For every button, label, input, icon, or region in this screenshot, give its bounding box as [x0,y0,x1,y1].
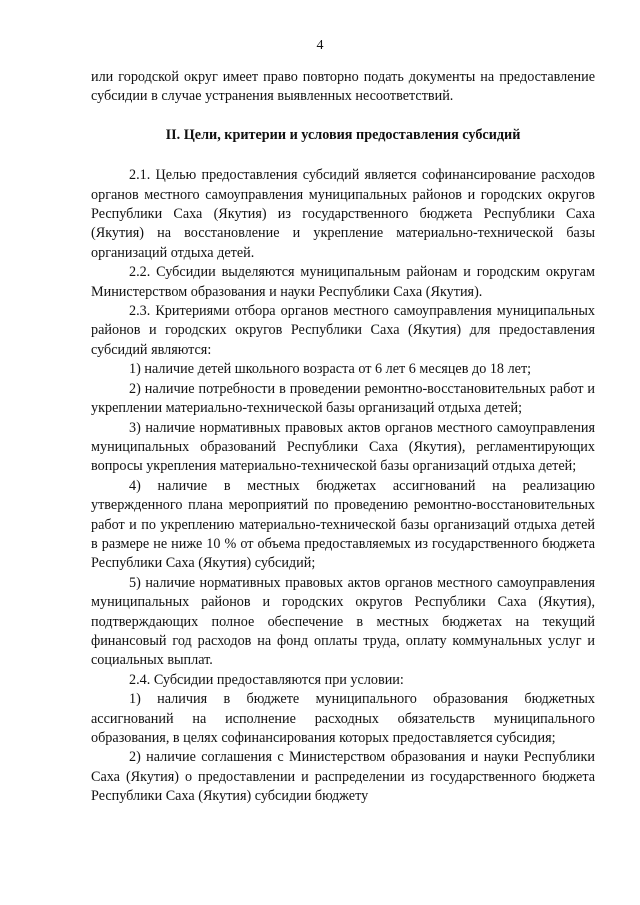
criterion-2: 2) наличие потребности в проведении ремонтно-восстановительных работ и укреплении материально-технической базы организаций отдыха детей; [91,380,595,417]
criterion-4: 4) наличие в местных бюджетах ассигнований на реализацию утвержденного плана мероприятий по проведению ремонтно-восстановительных работ и по укреплению материально-технической базы организаций отдыха детей в размере не ниже 10 % от объема предоставляемых из государственного бюджета Республики Саха (Якутия) субсидий; [91,477,595,572]
paragraph-2-3: 2.3. Критериями отбора органов местного самоуправления муниципальных районов и городских округов Республики Саха (Якутия) для предоставления субсидий являются: [91,303,595,358]
document-body [91,68,595,807]
section-heading: II. Цели, критерии и условия предоставления субсидий [165,126,521,143]
condition-1: 1) наличия в бюджете муниципального образования бюджетных ассигнований на исполнение расходных обязательств муниципального образования, в целях софинансирования которых предоставляется субсидия; [91,691,595,746]
criterion-3: 3) наличие нормативных правовых актов органов местного самоуправления муниципальных образований Республики Саха (Якутия), регламентирующих вопросы укрепления материально-технической базы организаций отдыха детей; [91,419,595,475]
criterion-5: 5) наличие нормативных правовых актов органов местного самоуправления муниципальных районов и городских округов Республики Саха (Якутия), подтверждающих полное обеспечение в местных бюджетах на текущий финансовый год расходов на фонд оплаты труда, оплату коммунальных услуг и социальных выплат. [91,574,595,669]
paragraph-intro: или городской округ имеет право повторно подать документы на предоставление субсидии в случае устранения выявленных несоответствий. [91,69,595,105]
paragraph-2-1: 2.1. Целью предоставления субсидий является софинансирование расходов органов местного самоуправления муниципальных районов и городских округов Республики Саха (Якутия) из государственного бюджета Республики Саха (Якутия) на восстановление и укрепление материально-технической базы организаций отдыха детей. [91,167,595,261]
page-number: 4 [316,38,324,53]
condition-2: 2) наличие соглашения с Министерством образования и науки Республики Саха (Якутия) о предоставлении и распределении из государственного бюджета Республики Саха (Якутия) субсидии бюджету [91,749,595,805]
criterion-1: 1) наличие детей школьного возраста от 6 лет 6 месяцев до 18 лет; [129,361,532,378]
paragraph-2-2: 2.2. Субсидии выделяются муниципальным районам и городским округам Министерством образования и науки Республики Саха (Якутия). [91,264,595,300]
paragraph-2-4: 2.4. Субсидии предоставляются при условии: [129,671,404,688]
